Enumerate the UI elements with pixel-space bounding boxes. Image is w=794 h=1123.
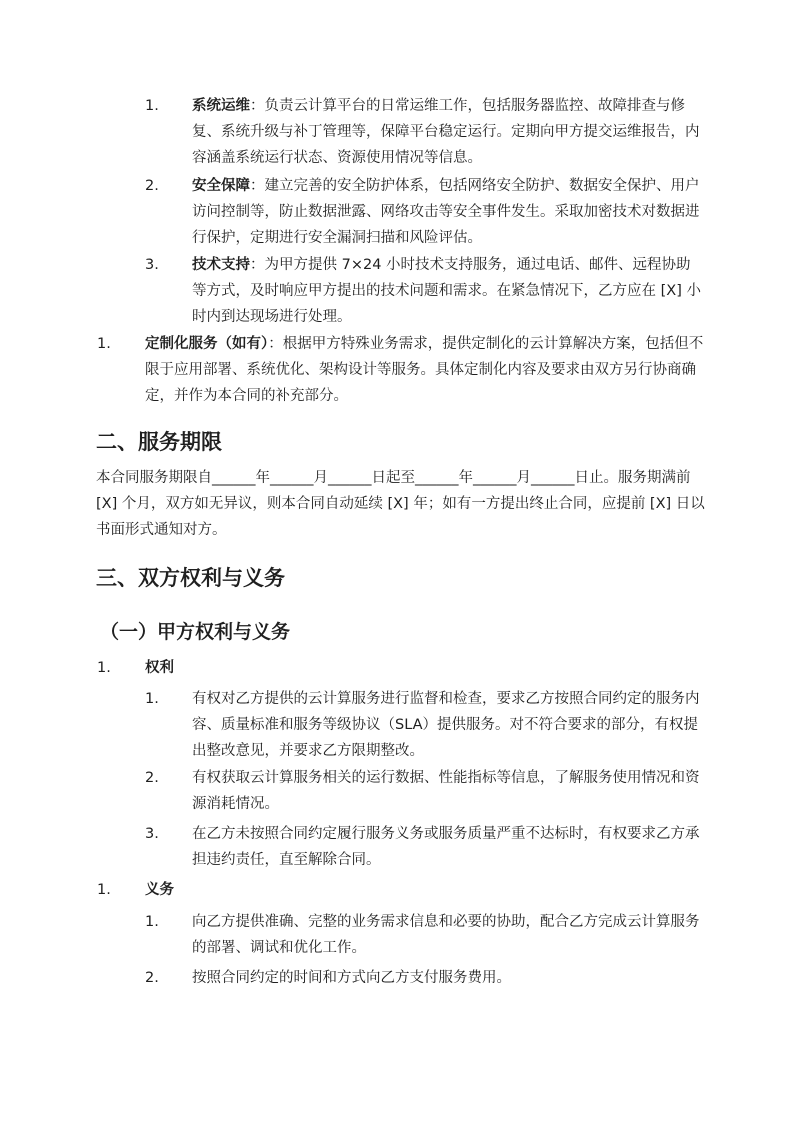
service-term-paragraph: 本合同服务期限自______年______月______日起至______年______月______日止。服务期满前 [X] 个月，双方如无异议，则本合同自动延续 [X] 年；如有一方提出终止合同，应提前 [X] 日以书面形式通知对方。 bbox=[96, 470, 705, 538]
subsection-heading-party-a: （一）甲方权利与义务 bbox=[100, 621, 291, 643]
list-item-sep: ： bbox=[250, 178, 265, 194]
section-heading-rights-obligations: 三、双方权利与义务 bbox=[96, 566, 285, 590]
list-number: 2. bbox=[145, 178, 159, 194]
list-item-term: 技术支持 bbox=[192, 257, 250, 273]
list-number: 3. bbox=[145, 257, 159, 273]
list-number: 1. bbox=[97, 882, 111, 898]
list-item-sep: ： bbox=[268, 336, 283, 352]
obligations-label: 义务 bbox=[145, 882, 174, 898]
list-item-term: 安全保障 bbox=[192, 178, 250, 194]
rights-item: 有权对乙方提供的云计算服务进行监督和检查，要求乙方按照合同约定的服务内容、质量标准和服务等级协议（SLA）提供服务。对不符合要求的部分，有权提出整改意见，并要求乙方限期整改。 bbox=[192, 691, 700, 759]
rights-item: 有权获取云计算服务相关的运行数据、性能指标等信息，了解服务使用情况和资源消耗情况。 bbox=[192, 770, 700, 812]
list-item-security bbox=[192, 173, 702, 251]
obligations-item: 向乙方提供准确、完整的业务需求信息和必要的协助，配合乙方完成云计算服务的部署、调试和优化工作。 bbox=[192, 914, 700, 956]
list-number: 1. bbox=[97, 660, 111, 676]
obligations-item: 按照合同约定的时间和方式向乙方支付服务费用。 bbox=[192, 970, 511, 986]
list-number: 3. bbox=[145, 826, 159, 842]
list-number: 1. bbox=[145, 914, 159, 930]
list-number: 2. bbox=[145, 770, 159, 786]
section-heading-service-term: 二、服务期限 bbox=[96, 430, 222, 454]
list-number: 1. bbox=[145, 691, 159, 707]
list-item-text: 根据甲方特殊业务需求，提供定制化的云计算解决方案，包括但不限于应用部署、系统优化、架构设计等服务。具体定制化内容及要求由双方另行协商确定，并作为本合同的补充部分。 bbox=[145, 336, 704, 404]
list-item-text: 为甲方提供 7×24 小时技术支持服务，通过电话、邮件、远程协助等方式，及时响应甲方提出的技术问题和需求。在紧急情况下，乙方应在 [X] 小时内到达现场进行处理。 bbox=[192, 257, 701, 325]
list-item-custom-service bbox=[145, 331, 705, 409]
list-number: 1. bbox=[145, 98, 159, 114]
rights-item: 在乙方未按照合同约定履行服务义务或服务质量严重不达标时，有权要求乙方承担违约责任，直至解除合同。 bbox=[192, 826, 700, 868]
list-item-tech-support bbox=[192, 252, 702, 330]
list-item-text: 建立完善的安全防护体系，包括网络安全防护、数据安全保护、用户访问控制等，防止数据泄露、网络攻击等安全事件发生。采取加密技术对数据进行保护，定期进行安全漏洞扫描和风险评估。 bbox=[192, 178, 700, 246]
list-item-term: 系统运维 bbox=[192, 98, 250, 114]
list-item-term: 定制化服务（如有） bbox=[145, 336, 269, 352]
list-item-sep: ： bbox=[250, 257, 265, 273]
list-number: 2. bbox=[145, 970, 159, 986]
list-item-system-ops bbox=[192, 93, 702, 171]
list-number: 1. bbox=[97, 336, 111, 352]
list-item-sep: ： bbox=[250, 98, 265, 114]
list-item-text: 负责云计算平台的日常运维工作，包括服务器监控、故障排查与修复、系统升级与补丁管理等，保障平台稳定运行。定期向甲方提交运维报告，内容涵盖系统运行状态、资源使用情况等信息。 bbox=[192, 98, 700, 166]
rights-label: 权利 bbox=[145, 660, 174, 676]
